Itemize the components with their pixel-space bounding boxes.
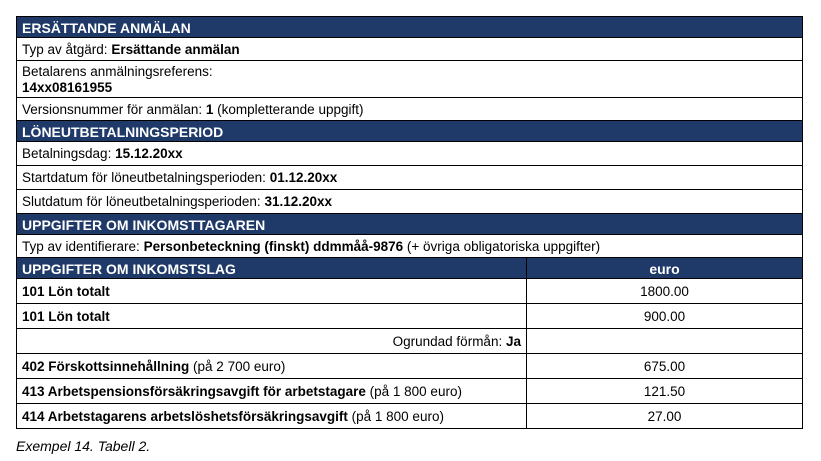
section-header-recipient [17, 214, 803, 235]
version-value: 1 [205, 101, 214, 117]
row-id-type [17, 235, 803, 258]
section-header-income [17, 258, 803, 279]
row-unfounded-benefit [17, 329, 803, 354]
id-type-value: Personbeteckning (finskt) ddmmåå-9876 [143, 238, 404, 254]
unfounded-benefit-label: Ogrundad förmån: [392, 333, 503, 349]
income-amount: 121.50 [527, 379, 803, 404]
version-label: Versionsnummer för anmälan: [22, 101, 203, 117]
report-document [16, 16, 802, 429]
id-type-note: (+ övriga obligatoriska uppgifter) [406, 238, 601, 254]
version-note: (kompletterande uppgift) [217, 101, 364, 117]
income-amount: 675.00 [527, 354, 803, 379]
section-title-recipient: UPPGIFTER OM INKOMSTTAGAREN [17, 214, 803, 235]
income-type-note: (på 1 800 euro) [369, 383, 462, 399]
table-row [17, 379, 803, 404]
unfounded-benefit-value: Ja [505, 333, 521, 349]
income-amount: 27.00 [527, 404, 803, 429]
currency-header: euro [527, 258, 803, 279]
row-payment-day [17, 142, 803, 166]
income-type-label: 414 Arbetstagarens arbetslöshetsförsäkringsavgift [22, 408, 348, 424]
section-header-notice [17, 17, 803, 38]
period-start-value: 01.12.20xx [269, 170, 338, 185]
income-type-label: 402 Förskottsinnehållning [22, 358, 190, 374]
row-version [17, 98, 803, 121]
section-title-period: LÖNEUTBETALNINGSPERIOD [17, 121, 803, 142]
action-type-label: Typ av åtgärd: [22, 41, 108, 57]
empty-amount-cell [527, 329, 803, 354]
income-type-label: 101 Lön totalt [22, 283, 110, 299]
income-type-note: (på 1 800 euro) [351, 408, 444, 424]
income-type-label: 101 Lön totalt [22, 308, 110, 324]
id-type-label: Typ av identifierare: [22, 238, 140, 254]
table-row [17, 404, 803, 429]
table-row [17, 279, 803, 304]
table-caption: Exempel 14. Tabell 2. [16, 438, 151, 454]
action-type-value: Ersättande anmälan [111, 41, 240, 57]
income-type-label: 413 Arbetspensionsförsäkringsavgift för arbetstagare [22, 383, 366, 399]
payment-day-label: Betalningsdag: [22, 146, 112, 161]
period-end-label: Slutdatum för löneutbetalningsperioden: [22, 194, 261, 209]
row-period-end [17, 190, 803, 214]
section-title-notice: ERSÄTTANDE ANMÄLAN [17, 17, 803, 38]
reference-value: 14xx08161955 [22, 79, 113, 95]
income-amount: 1800.00 [527, 279, 803, 304]
income-amount: 900.00 [527, 304, 803, 329]
notice-table [16, 16, 803, 429]
section-title-income: UPPGIFTER OM INKOMSTSLAG [17, 258, 527, 279]
income-type-note: (på 2 700 euro) [193, 358, 286, 374]
period-start-label: Startdatum för löneutbetalningsperioden: [22, 170, 266, 185]
table-row [17, 304, 803, 329]
row-reference [17, 61, 803, 98]
period-end-value: 31.12.20xx [264, 194, 333, 209]
row-action-type [17, 38, 803, 61]
table-row [17, 354, 803, 379]
section-header-period [17, 121, 803, 142]
reference-label: Betalarens anmälningsreferens: [22, 63, 213, 79]
payment-day-value: 15.12.20xx [115, 146, 183, 161]
row-period-start [17, 166, 803, 190]
